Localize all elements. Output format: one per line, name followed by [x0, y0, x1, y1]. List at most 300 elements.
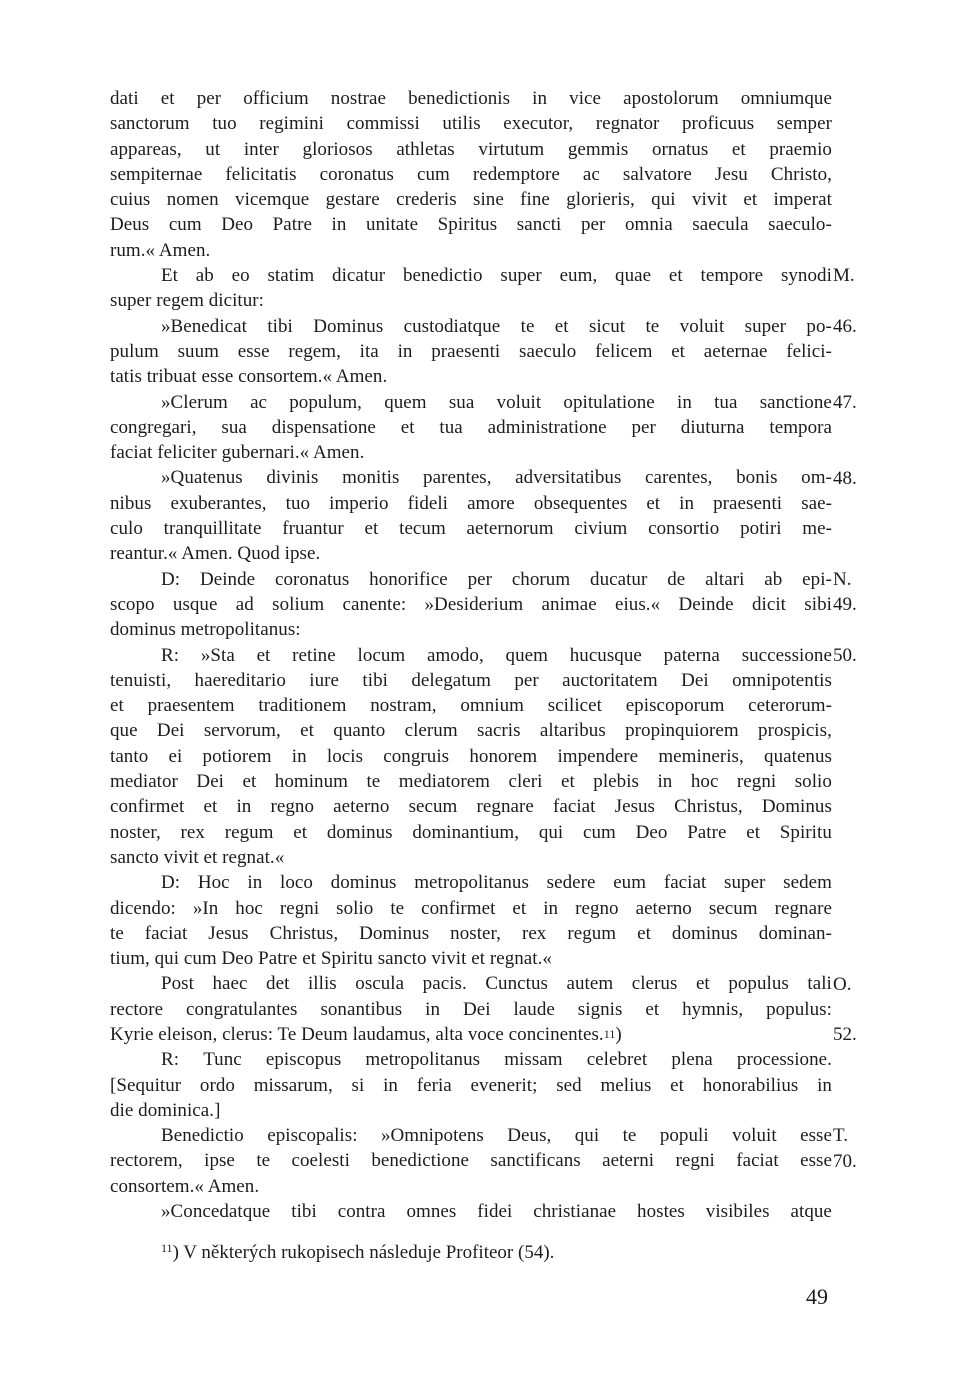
- word: vice: [569, 88, 602, 109]
- word: altaribus: [539, 720, 606, 742]
- text-line: [110, 744, 832, 769]
- word: regni: [279, 897, 320, 919]
- word: Deo: [635, 821, 668, 843]
- word: praesenti: [713, 492, 783, 514]
- word: quanto: [333, 720, 386, 742]
- word: dominus: [330, 872, 397, 894]
- word: benedictio: [402, 265, 483, 287]
- word: ac: [582, 163, 600, 185]
- word: sanctione: [759, 391, 832, 413]
- word: in: [383, 1074, 398, 1096]
- word: et: [110, 695, 124, 717]
- word: Dominus: [359, 922, 430, 944]
- word: praesentem: [147, 695, 235, 717]
- word: »Concedatque: [161, 1201, 271, 1223]
- word: gestare: [325, 189, 380, 211]
- text-line: [110, 212, 832, 237]
- word: cleri: [508, 771, 543, 793]
- text-line: [110, 86, 832, 111]
- word: tua: [714, 391, 738, 413]
- text-line: [110, 415, 832, 440]
- word: christianae: [533, 1201, 617, 1223]
- word: regem,: [288, 340, 341, 362]
- word: ab: [764, 568, 783, 590]
- word: faciat: [144, 922, 188, 944]
- word: det: [266, 973, 290, 995]
- word: haereditario: [194, 669, 286, 691]
- word: suum: [177, 340, 219, 362]
- text-line: [110, 693, 832, 718]
- word: Jesus: [614, 796, 656, 818]
- word: in: [236, 796, 252, 818]
- word: per: [580, 214, 606, 236]
- word: te: [390, 897, 405, 919]
- word: ducatur: [590, 568, 648, 590]
- word: omnia: [624, 214, 673, 236]
- word: et: [668, 265, 683, 287]
- word: ei: [168, 745, 183, 767]
- word: voluit: [732, 1125, 777, 1147]
- word: in: [817, 1074, 832, 1096]
- word: sibi: [804, 593, 832, 615]
- word: opitulatione: [563, 391, 655, 413]
- word: usque: [172, 593, 218, 615]
- text-line: [110, 465, 832, 490]
- word: que: [110, 720, 138, 742]
- text-line: consortem.« Amen.: [110, 1175, 260, 1197]
- word: locis: [326, 745, 364, 767]
- word: commissi: [346, 113, 420, 135]
- word: Et: [161, 265, 178, 287]
- word: Patre: [272, 214, 312, 236]
- word: administratione: [487, 416, 607, 438]
- word: statim: [267, 265, 315, 287]
- word: te: [520, 315, 535, 337]
- word: unitate: [366, 214, 419, 236]
- word: et: [671, 340, 686, 362]
- word: episcopus: [265, 1049, 342, 1071]
- word: loco: [280, 872, 313, 894]
- word: sempiternae: [110, 163, 203, 185]
- word: tua: [439, 416, 463, 438]
- word: pacis.: [422, 973, 467, 995]
- word: Dominus: [761, 796, 832, 818]
- word: noster,: [450, 922, 501, 944]
- word: omnium: [460, 695, 524, 717]
- word: gloriosos: [302, 138, 373, 160]
- word: Tunc: [203, 1049, 242, 1071]
- word: Deo: [221, 214, 254, 236]
- word: Christus,: [269, 922, 339, 944]
- word: dominus: [326, 821, 393, 843]
- word: haec: [212, 973, 248, 995]
- word: dicatur: [332, 265, 386, 287]
- word: populum,: [289, 391, 362, 413]
- word: evenerit;: [470, 1074, 538, 1096]
- word: saecula: [692, 214, 749, 236]
- word: monitis: [342, 467, 400, 489]
- word: regnare: [476, 796, 534, 818]
- word: ad: [235, 593, 254, 615]
- text-line: super regem dicitur:: [110, 290, 265, 312]
- word: sua: [448, 391, 475, 413]
- word: ipse: [204, 1150, 235, 1172]
- word: te: [366, 771, 381, 793]
- text-line: [110, 997, 832, 1022]
- word: sanctificans: [490, 1150, 581, 1172]
- text-line: [110, 111, 832, 136]
- word: qui: [538, 821, 564, 843]
- word: sonantibus: [320, 998, 403, 1020]
- word: oscula: [355, 973, 405, 995]
- margin-reference: M.: [833, 265, 855, 287]
- word: proficuus: [682, 113, 755, 135]
- word: ut: [205, 138, 221, 160]
- word: »In: [192, 897, 219, 919]
- word: et: [242, 771, 257, 793]
- word: atque: [790, 1201, 832, 1223]
- word: te: [256, 1150, 271, 1172]
- word: Jesu: [714, 163, 748, 185]
- word: Patre: [687, 821, 727, 843]
- word: qui: [574, 1125, 600, 1147]
- footnote-marker: 11: [161, 1241, 173, 1255]
- word: coronatus: [319, 163, 394, 185]
- word: traditionem: [258, 695, 347, 717]
- word: scopo: [110, 593, 155, 615]
- word: cum: [168, 214, 202, 236]
- word: ab: [195, 265, 214, 287]
- word: »Quatenus: [161, 467, 243, 489]
- word: pulum: [110, 340, 159, 362]
- word: redemptore: [472, 163, 560, 185]
- word: regno: [575, 897, 619, 919]
- word: fidei: [477, 1201, 513, 1223]
- word: si: [351, 1074, 365, 1096]
- word: retine: [292, 644, 336, 666]
- word: et: [256, 644, 271, 666]
- word: autem: [566, 973, 614, 995]
- word: de: [667, 568, 686, 590]
- word: dominan-: [758, 922, 832, 944]
- word: sae-: [801, 492, 832, 514]
- word: Dei: [196, 771, 225, 793]
- word: benedictione: [371, 1150, 470, 1172]
- word: Cunctus: [485, 973, 548, 995]
- word: signis: [577, 998, 623, 1020]
- word: in: [291, 745, 307, 767]
- word: paterna: [663, 644, 720, 666]
- word: utilis: [442, 113, 481, 135]
- word: felicitatis: [225, 163, 297, 185]
- word: populi: [659, 1125, 709, 1147]
- word: rex: [521, 922, 547, 944]
- word: celebret: [586, 1049, 648, 1071]
- word: canente:: [342, 593, 407, 615]
- word: sua: [221, 416, 247, 438]
- word: divinis: [266, 467, 319, 489]
- word: eius.«: [615, 593, 661, 615]
- word: dispensatione: [271, 416, 376, 438]
- word: congregari,: [110, 416, 197, 438]
- margin-reference: 52.: [833, 1024, 857, 1046]
- word: sicut: [588, 315, 626, 337]
- text-line: [110, 162, 832, 187]
- text-line: [110, 1022, 832, 1047]
- word: contra: [337, 1201, 386, 1223]
- word: regimini: [259, 113, 324, 135]
- word: semper: [776, 113, 832, 135]
- word: et: [300, 720, 314, 742]
- word: Post: [161, 973, 194, 995]
- text-line: die dominica.]: [110, 1099, 221, 1121]
- word: R:: [161, 644, 180, 666]
- word: impendere: [557, 745, 639, 767]
- word: aeterno: [635, 897, 692, 919]
- word: executor,: [503, 113, 574, 135]
- word: cum: [416, 163, 450, 185]
- word: melius: [600, 1074, 652, 1096]
- word: solio: [336, 897, 374, 919]
- word: super: [724, 872, 766, 894]
- text-line: [110, 137, 832, 162]
- margin-reference: 70.: [833, 1150, 857, 1172]
- word: faciat: [553, 796, 596, 818]
- text-line: [110, 1047, 832, 1072]
- margin-reference: N.: [833, 568, 852, 590]
- word: episcoporum: [625, 695, 725, 717]
- word: »Benedicat: [161, 315, 247, 337]
- word: Spiritu: [779, 821, 832, 843]
- text-line: [110, 592, 832, 617]
- word: congruis: [383, 745, 450, 767]
- word: Jesus: [208, 922, 249, 944]
- word: populus: [728, 973, 789, 995]
- word: mediator: [110, 771, 178, 793]
- word: tenuisti,: [110, 669, 172, 691]
- word: servorum,: [203, 720, 281, 742]
- word: per: [631, 416, 656, 438]
- word: voluit: [496, 391, 542, 413]
- word: po-: [806, 315, 832, 337]
- word: bonis: [736, 467, 778, 489]
- word: solio: [794, 771, 832, 793]
- word: vicemque: [235, 189, 310, 211]
- word: delegatum: [411, 669, 491, 691]
- word: esse: [237, 340, 270, 362]
- word: metropolitanus: [365, 1049, 481, 1071]
- word: virtutum: [478, 138, 545, 160]
- word: tuo: [285, 492, 311, 514]
- word: mediatorem: [398, 771, 491, 793]
- text-line: [110, 769, 832, 794]
- text-line: [110, 921, 832, 946]
- word: regnare: [774, 897, 832, 919]
- word: saeculo: [519, 340, 577, 362]
- word: inter: [243, 138, 279, 160]
- word: congratulantes: [186, 998, 298, 1020]
- word: vivit: [691, 189, 728, 211]
- word: crederis: [396, 189, 457, 211]
- word: »Clerum: [161, 391, 228, 413]
- word: officium: [243, 88, 309, 109]
- word: fideli: [407, 492, 449, 514]
- word: me-: [802, 518, 832, 540]
- word: et: [512, 897, 527, 919]
- word: nostram,: [370, 695, 437, 717]
- word: Christo,: [770, 163, 832, 185]
- word: sancti: [516, 214, 562, 236]
- word: sanctorum: [110, 113, 190, 135]
- word: tibi: [267, 315, 293, 337]
- word: amore: [467, 492, 515, 514]
- word: et: [645, 998, 660, 1020]
- word: in: [247, 872, 263, 894]
- word: amodo,: [427, 644, 484, 666]
- word: populus:: [766, 998, 832, 1020]
- word: illis: [307, 973, 337, 995]
- word: felicem: [595, 340, 653, 362]
- word: et: [203, 796, 218, 818]
- word: sedere: [546, 872, 596, 894]
- word: super: [744, 315, 787, 337]
- word: iure: [309, 669, 340, 691]
- word: coronatus: [274, 568, 350, 590]
- word: per: [514, 669, 539, 691]
- word: praemio: [769, 138, 832, 160]
- word: dicendo:: [110, 897, 176, 919]
- word: visibiles: [705, 1201, 770, 1223]
- word: te: [645, 315, 660, 337]
- word: qui: [651, 189, 676, 211]
- word: imperat: [773, 189, 832, 211]
- word: rex: [180, 821, 205, 843]
- word: aeterno: [333, 796, 390, 818]
- text-line: [110, 668, 832, 693]
- margin-reference: 47.: [833, 391, 857, 413]
- text-line: [110, 1073, 832, 1098]
- text-line: [110, 1148, 832, 1173]
- word: faciat: [736, 1150, 779, 1172]
- word: ac: [250, 391, 268, 413]
- word: eum: [613, 872, 647, 894]
- word: R:: [161, 1049, 180, 1071]
- word: noster,: [110, 821, 161, 843]
- word: te: [110, 922, 124, 944]
- text-line: [110, 314, 832, 339]
- word: animae: [541, 593, 597, 615]
- word: ordo: [199, 1074, 235, 1096]
- word: auctoritatem: [562, 669, 658, 691]
- word: sed: [556, 1074, 582, 1096]
- word: prospicis,: [758, 720, 832, 742]
- word: fine: [520, 189, 550, 211]
- main-text: [110, 86, 832, 1224]
- word: Dei: [156, 720, 185, 742]
- word: [Sequitur: [110, 1074, 182, 1096]
- word: dati: [110, 88, 139, 109]
- word: dicit: [751, 593, 786, 615]
- word: carentes,: [645, 467, 713, 489]
- word: synodi: [780, 265, 832, 287]
- word: tanto: [110, 745, 149, 767]
- word: Deinde: [199, 568, 256, 590]
- margin-reference: T.: [833, 1125, 848, 1147]
- word: Spiritus: [437, 214, 498, 236]
- word: super: [500, 265, 542, 287]
- word: et: [695, 973, 710, 995]
- word: per: [467, 568, 492, 590]
- text-line: [110, 870, 832, 895]
- text-line: dominus metropolitanus:: [110, 619, 301, 641]
- word: nostrae: [330, 88, 387, 109]
- word: omnes: [406, 1201, 457, 1223]
- word: obsequentes: [533, 492, 628, 514]
- text-line: [110, 896, 832, 921]
- word: dominantium,: [412, 821, 520, 843]
- word: memineris,: [658, 745, 744, 767]
- word: et: [637, 922, 651, 944]
- word: altari: [705, 568, 745, 590]
- text-line: rum.« Amen.: [110, 239, 211, 261]
- word: sacris: [477, 720, 521, 742]
- word: civium: [574, 518, 628, 540]
- text-line: tium, qui cum Deo Patre et Spiritu sancto vivit et regnat.«: [110, 948, 552, 970]
- word: regno: [270, 796, 314, 818]
- word: quatenus: [764, 745, 832, 767]
- word: solium: [272, 593, 325, 615]
- word: locum: [357, 644, 406, 666]
- word: feria: [416, 1074, 452, 1096]
- word: fruantur: [282, 518, 344, 540]
- word: D:: [161, 568, 181, 590]
- word: et: [364, 518, 379, 540]
- word: confirmet: [421, 897, 496, 919]
- word: tali: [807, 973, 832, 995]
- word: hoc: [690, 771, 719, 793]
- word: consortio: [648, 518, 720, 540]
- word: aeternorum: [466, 518, 554, 540]
- margin-reference: 48.: [833, 467, 857, 489]
- word: benedictionis: [408, 88, 511, 109]
- word: tibi: [362, 669, 388, 691]
- word: ceterorum-: [748, 695, 832, 717]
- footnote-reference: 11: [603, 1026, 616, 1041]
- word: custodiatque: [403, 315, 501, 337]
- word: Benedictio: [161, 1125, 244, 1147]
- word: et: [554, 315, 569, 337]
- word: omniumque: [740, 88, 832, 109]
- word: plena: [671, 1049, 713, 1071]
- word: et: [561, 771, 575, 793]
- word: exuberantes,: [170, 492, 267, 514]
- word: te: [622, 1125, 637, 1147]
- word: Deus,: [507, 1125, 552, 1147]
- text-line: [110, 187, 832, 212]
- word: adversitatibus: [515, 467, 622, 489]
- word: tuo: [212, 113, 237, 135]
- word: et: [731, 138, 746, 160]
- word: hymnis,: [682, 998, 744, 1020]
- footnote: [161, 1236, 554, 1265]
- word: apostolorum: [623, 88, 719, 109]
- text-line: [110, 339, 832, 364]
- word: plebis: [593, 771, 639, 793]
- word: Deinde: [678, 593, 734, 615]
- word: et: [160, 88, 175, 109]
- text-line: [110, 820, 832, 845]
- word: in: [676, 391, 692, 413]
